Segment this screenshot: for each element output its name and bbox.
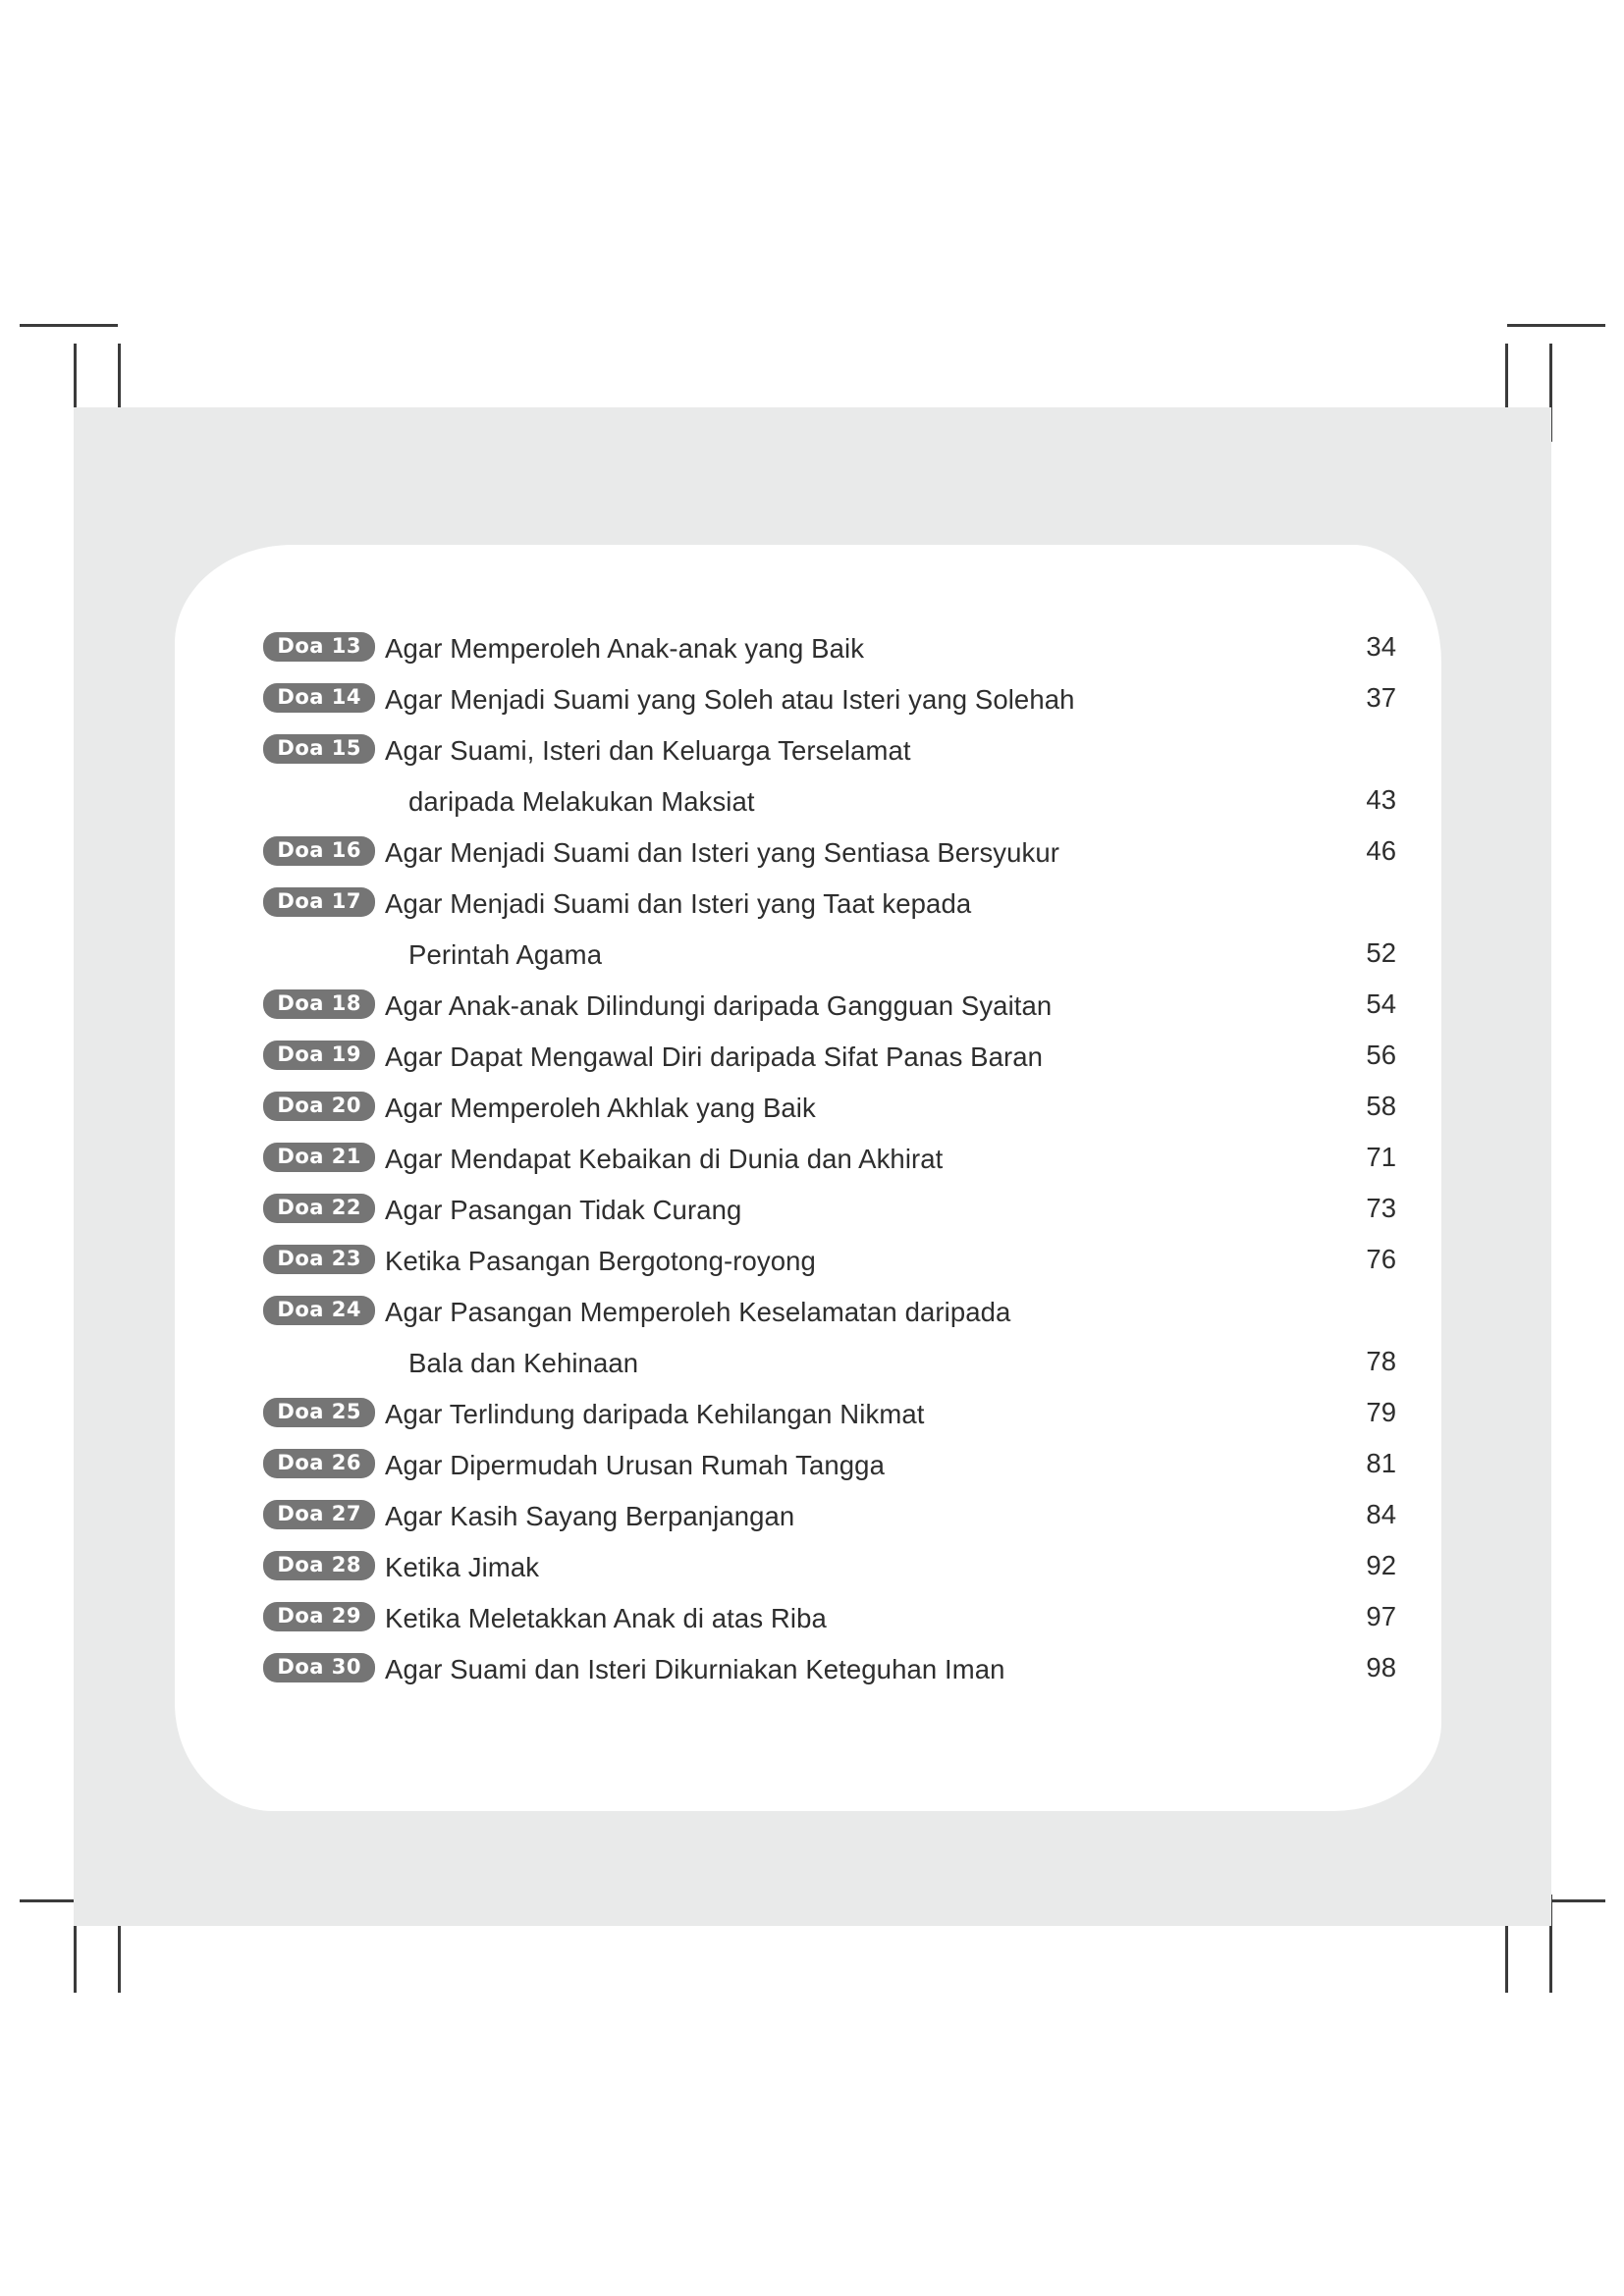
- doa-number-badge: Doa 27: [263, 1500, 375, 1529]
- toc-entry-page-number: 58: [1366, 1091, 1396, 1121]
- doa-number-badge: Doa 22: [263, 1194, 375, 1223]
- toc-entry[interactable]: [228, 1598, 1396, 1649]
- toc-entry-continuation: [228, 781, 1396, 832]
- toc-entry-page-number: 37: [1366, 682, 1396, 713]
- doa-number-badge: Doa 21: [263, 1143, 375, 1172]
- toc-entry-page-number: 73: [1366, 1193, 1396, 1223]
- crop-mark-bottom-left-inner: [118, 1919, 121, 1993]
- crop-mark-top-right-horizontal: [1507, 324, 1605, 327]
- toc-entry-title: Agar Menjadi Suami yang Soleh atau Isteri yang Solehah: [385, 684, 1075, 715]
- toc-badge-cell: [228, 1139, 375, 1172]
- toc-entry-title: Agar Suami, Isteri dan Keluarga Terselamat: [385, 735, 911, 766]
- toc-entry[interactable]: [228, 1037, 1396, 1088]
- doa-number-badge: Doa 19: [263, 1041, 375, 1070]
- toc-badge-cell: [228, 883, 375, 917]
- toc-badge-cell: [228, 1088, 375, 1121]
- toc-entry-title: Agar Menjadi Suami dan Isteri yang Taat kepada: [385, 888, 972, 919]
- toc-entry-title: Agar Pasangan Tidak Curang: [385, 1195, 742, 1225]
- crop-mark-top-left-inner: [118, 344, 121, 417]
- toc-badge-cell: [228, 1445, 375, 1478]
- toc-badge-cell: [228, 1394, 375, 1427]
- toc-entry[interactable]: [228, 730, 1396, 781]
- doa-number-badge: Doa 20: [263, 1092, 375, 1121]
- toc-entry[interactable]: [228, 628, 1396, 679]
- crop-mark-top-right-inner: [1505, 344, 1508, 417]
- toc-entry-title: Agar Kasih Sayang Berpanjangan: [385, 1501, 795, 1531]
- toc-badge-cell: [228, 1649, 375, 1682]
- toc-entry-page-number: 43: [1366, 784, 1396, 815]
- toc-entry[interactable]: [228, 1241, 1396, 1292]
- toc-entry-page-number: 92: [1366, 1550, 1396, 1580]
- doa-number-badge: Doa 23: [263, 1245, 375, 1274]
- crop-mark-bottom-right-inner: [1505, 1919, 1508, 1993]
- toc-entry-continuation: [228, 1343, 1396, 1394]
- table-of-contents: [228, 628, 1396, 1700]
- toc-entry-title: Agar Anak-anak Dilindungi daripada Gangguan Syaitan: [385, 990, 1053, 1021]
- doa-number-badge: Doa 15: [263, 734, 375, 764]
- toc-entry[interactable]: [228, 1394, 1396, 1445]
- toc-entry-title: Agar Dapat Mengawal Diri daripada Sifat Panas Baran: [385, 1041, 1044, 1072]
- toc-entry-title: Ketika Pasangan Bergotong-royong: [385, 1246, 816, 1276]
- doa-number-badge: Doa 25: [263, 1398, 375, 1427]
- toc-entry-title: Agar Dipermudah Urusan Rumah Tangga: [385, 1450, 885, 1480]
- toc-entry-page-number: 54: [1366, 988, 1396, 1019]
- toc-badge-cell: [228, 1241, 375, 1274]
- toc-entry-title: Agar Memperoleh Anak-anak yang Baik: [385, 633, 865, 664]
- toc-entry-title: Agar Mendapat Kebaikan di Dunia dan Akhirat: [385, 1144, 944, 1174]
- toc-entry-page-number: 97: [1366, 1601, 1396, 1631]
- toc-entry-title-line2: Perintah Agama: [408, 939, 603, 970]
- toc-entry-page-number: 78: [1366, 1346, 1396, 1376]
- toc-entry-page-number: 46: [1366, 835, 1396, 866]
- toc-entry-page-number: 76: [1366, 1244, 1396, 1274]
- toc-entry-continuation: [228, 934, 1396, 986]
- toc-entry-page-number: 81: [1366, 1448, 1396, 1478]
- toc-entry-page-number: 79: [1366, 1397, 1396, 1427]
- toc-entry[interactable]: [228, 1496, 1396, 1547]
- toc-entry-title-line2: Bala dan Kehinaan: [408, 1348, 639, 1378]
- doa-number-badge: Doa 30: [263, 1653, 375, 1682]
- toc-badge-cell: [228, 986, 375, 1019]
- doa-number-badge: Doa 28: [263, 1551, 375, 1580]
- toc-badge-cell: [228, 1496, 375, 1529]
- toc-entry-page-number: 98: [1366, 1652, 1396, 1682]
- toc-entry[interactable]: [228, 679, 1396, 730]
- toc-entry-title-line2: daripada Melakukan Maksiat: [408, 786, 755, 817]
- doa-number-badge: Doa 13: [263, 632, 375, 662]
- toc-entry-title: Ketika Meletakkan Anak di atas Riba: [385, 1603, 827, 1633]
- toc-entry-page-number: [1308, 883, 1396, 886]
- toc-badge-cell: [228, 1547, 375, 1580]
- toc-entry[interactable]: [228, 1139, 1396, 1190]
- toc-badge-cell: [228, 679, 375, 713]
- toc-badge-cell: [228, 1190, 375, 1223]
- toc-badge-cell: [228, 832, 375, 866]
- doa-number-badge: Doa 24: [263, 1296, 375, 1325]
- toc-entry-title: Agar Memperoleh Akhlak yang Baik: [385, 1093, 816, 1123]
- toc-entry[interactable]: [228, 832, 1396, 883]
- doa-number-badge: Doa 18: [263, 989, 375, 1019]
- toc-entry-page-number: 71: [1366, 1142, 1396, 1172]
- toc-entry-title: Agar Pasangan Memperoleh Keselamatan daripada: [385, 1297, 1011, 1327]
- doa-number-badge: Doa 26: [263, 1449, 375, 1478]
- toc-badge-cell: [228, 1598, 375, 1631]
- toc-entry[interactable]: [228, 986, 1396, 1037]
- toc-entry-page-number: [1308, 730, 1396, 733]
- toc-entry-page-number: [1308, 1292, 1396, 1295]
- doa-number-badge: Doa 14: [263, 683, 375, 713]
- toc-entry-title: Agar Menjadi Suami dan Isteri yang Sentiasa Bersyukur: [385, 837, 1060, 868]
- toc-entry-page-number: 84: [1366, 1499, 1396, 1529]
- toc-badge-cell: [228, 730, 375, 764]
- toc-entry-page-number: 52: [1366, 937, 1396, 968]
- toc-entry-title: Ketika Jimak: [385, 1552, 540, 1582]
- toc-entry-page-number: 56: [1366, 1040, 1396, 1070]
- toc-entry[interactable]: [228, 1088, 1396, 1139]
- toc-entry-title: Agar Suami dan Isteri Dikurniakan Keteguhan Iman: [385, 1654, 1005, 1684]
- toc-entry-title: Agar Terlindung daripada Kehilangan Nikmat: [385, 1399, 925, 1429]
- toc-entry[interactable]: [228, 1292, 1396, 1343]
- doa-number-badge: Doa 16: [263, 836, 375, 866]
- crop-mark-top-left-horizontal: [20, 324, 118, 327]
- toc-entry[interactable]: [228, 1445, 1396, 1496]
- toc-entry-page-number: 34: [1366, 631, 1396, 662]
- toc-entry[interactable]: [228, 1547, 1396, 1598]
- toc-entry[interactable]: [228, 883, 1396, 934]
- toc-badge-cell: [228, 1292, 375, 1325]
- doa-number-badge: Doa 29: [263, 1602, 375, 1631]
- toc-badge-cell: [228, 1037, 375, 1070]
- toc-entry[interactable]: [228, 1649, 1396, 1700]
- toc-badge-cell: [228, 628, 375, 662]
- doa-number-badge: Doa 17: [263, 887, 375, 917]
- toc-entry[interactable]: [228, 1190, 1396, 1241]
